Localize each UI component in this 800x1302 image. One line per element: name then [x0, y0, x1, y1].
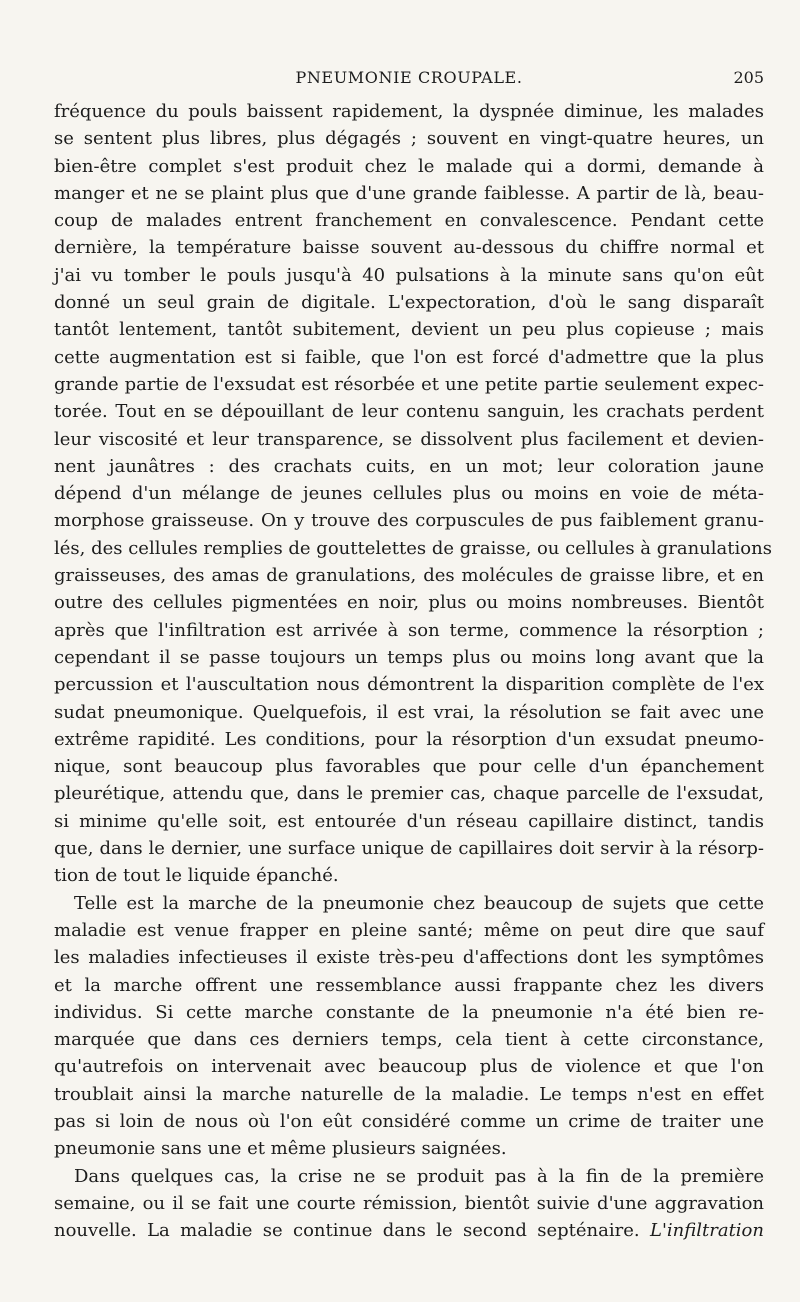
text-line-last: pneumonie sans une et même plusieurs saignées.: [54, 1138, 507, 1160]
text-line: dernière, la température baisse souvent au-dessous du chiffre normal et: [54, 237, 764, 259]
text-line: sudat pneumonique. Quelquefois, il est vrai, la résolution se fait avec une: [54, 701, 764, 723]
text-line: torée. Tout en se dépouillant de leur contenu sanguin, les crachats perdent: [54, 401, 764, 423]
text-line: outre des cellules pigmentées en noir, plus ou moins nombreuses. Bientôt: [54, 592, 764, 614]
body-text: [54, 98, 772, 1244]
text-line: se sentent plus libres, plus dégagés ; souvent en vingt-quatre heures, un: [54, 128, 764, 150]
text-line: percussion et l'auscultation nous démontrent la disparition complète de l'ex: [54, 674, 764, 696]
text-line: lés, des cellules remplies de gouttelettes de graisse, ou cellules à granulations: [54, 537, 772, 559]
text-line: dépend d'un mélange de jeunes cellules plus ou moins en voie de méta-: [54, 483, 764, 505]
page-header: [54, 68, 764, 90]
text-line: maladie est venue frapper en pleine santé; même on peut dire que sauf: [54, 919, 764, 941]
text-line: fréquence du pouls baissent rapidement, la dyspnée diminue, les malades: [54, 101, 764, 122]
text-line: cette augmentation est si faible, que l'on est forcé d'admettre que la plus: [54, 346, 764, 368]
text-line: qu'autrefois on intervenait avec beaucoup plus de violence et que l'on: [54, 1056, 764, 1078]
text-line: marquée que dans ces derniers temps, cela tient à cette circonstance,: [54, 1029, 764, 1051]
text-line: morphose graisseuse. On y trouve des corpuscules de pus faiblement granu-: [54, 510, 764, 532]
text-line: donné un seul grain de digitale. L'expectoration, d'où le sang disparaît: [54, 292, 764, 314]
text-line: graisseuses, des amas de granulations, des molécules de graisse libre, et en: [54, 565, 764, 587]
text-line: nent jaunâtres : des crachats cuits, en un mot; leur coloration jaune: [54, 455, 764, 477]
text-line: extrême rapidité. Les conditions, pour la résorption d'un exsudat pneumo-: [54, 728, 764, 750]
text-line-last: [54, 1217, 764, 1244]
text-line: Dans quelques cas, la crise ne se produit pas à la fin de la première: [74, 1165, 764, 1187]
text-line: nique, sont beaucoup plus favorables que pour celle d'un épanchement: [54, 756, 764, 778]
text-line: pleurétique, attendu que, dans le premier cas, chaque parcelle de l'exsudat,: [54, 783, 764, 805]
text-line: coup de malades entrent franchement en convalescence. Pendant cette: [54, 210, 764, 232]
page-number: 205: [733, 68, 764, 87]
text-line: bien-être complet s'est produit chez le malade qui a dormi, demande à: [54, 155, 764, 177]
text-line: cependant il se passe toujours un temps plus ou moins long avant que la: [54, 646, 764, 668]
paragraph-3: [54, 1163, 764, 1245]
text-line: Telle est la marche de la pneumonie chez beaucoup de sujets que cette: [74, 892, 764, 914]
paragraph-1: [54, 98, 772, 890]
text-line: que, dans le dernier, une surface unique de capillaires doit servir à la résorp-: [54, 838, 764, 860]
text-segment: nouvelle. La maladie se continue dans le second septénaire.: [54, 1220, 650, 1242]
text-line: leur viscosité et leur transparence, se dissolvent plus facilement et devien-: [54, 428, 764, 450]
text-line: si minime qu'elle soit, est entourée d'un réseau capillaire distinct, tandis: [54, 810, 764, 832]
text-line: manger et ne se plaint plus que d'une grande faiblesse. A partir de là, beau-: [54, 182, 764, 204]
text-line: troublait ainsi la marche naturelle de la maladie. Le temps n'est en effet: [54, 1083, 764, 1105]
text-line: j'ai vu tomber le pouls jusqu'à 40 pulsations à la minute sans qu'on eût: [54, 264, 764, 286]
text-line: après que l'infiltration est arrivée à son terme, commence la résorption ;: [54, 619, 764, 641]
paragraph-2: [54, 890, 764, 1163]
text-line: les maladies infectieuses il existe très-peu d'affections dont les symptômes: [54, 947, 764, 969]
italic-segment: L'infiltration: [649, 1220, 764, 1242]
text-line: semaine, ou il se fait une courte rémission, bientôt suivie d'une aggravation: [54, 1192, 764, 1214]
text-line-last: tion de tout le liquide épanché.: [54, 865, 339, 887]
text-line: grande partie de l'exsudat est résorbée et une petite partie seulement expec-: [54, 373, 764, 395]
text-line: pas si loin de nous où l'on eût considéré comme un crime de traiter une: [54, 1110, 764, 1132]
text-line: individus. Si cette marche constante de la pneumonie n'a été bien re-: [54, 1001, 764, 1023]
text-line: et la marche offrent une ressemblance aussi frappante chez les divers: [54, 974, 764, 996]
text-line: tantôt lentement, tantôt subitement, devient un peu plus copieuse ; mais: [54, 319, 764, 341]
running-title: PNEUMONIE CROUPALE.: [295, 68, 523, 87]
